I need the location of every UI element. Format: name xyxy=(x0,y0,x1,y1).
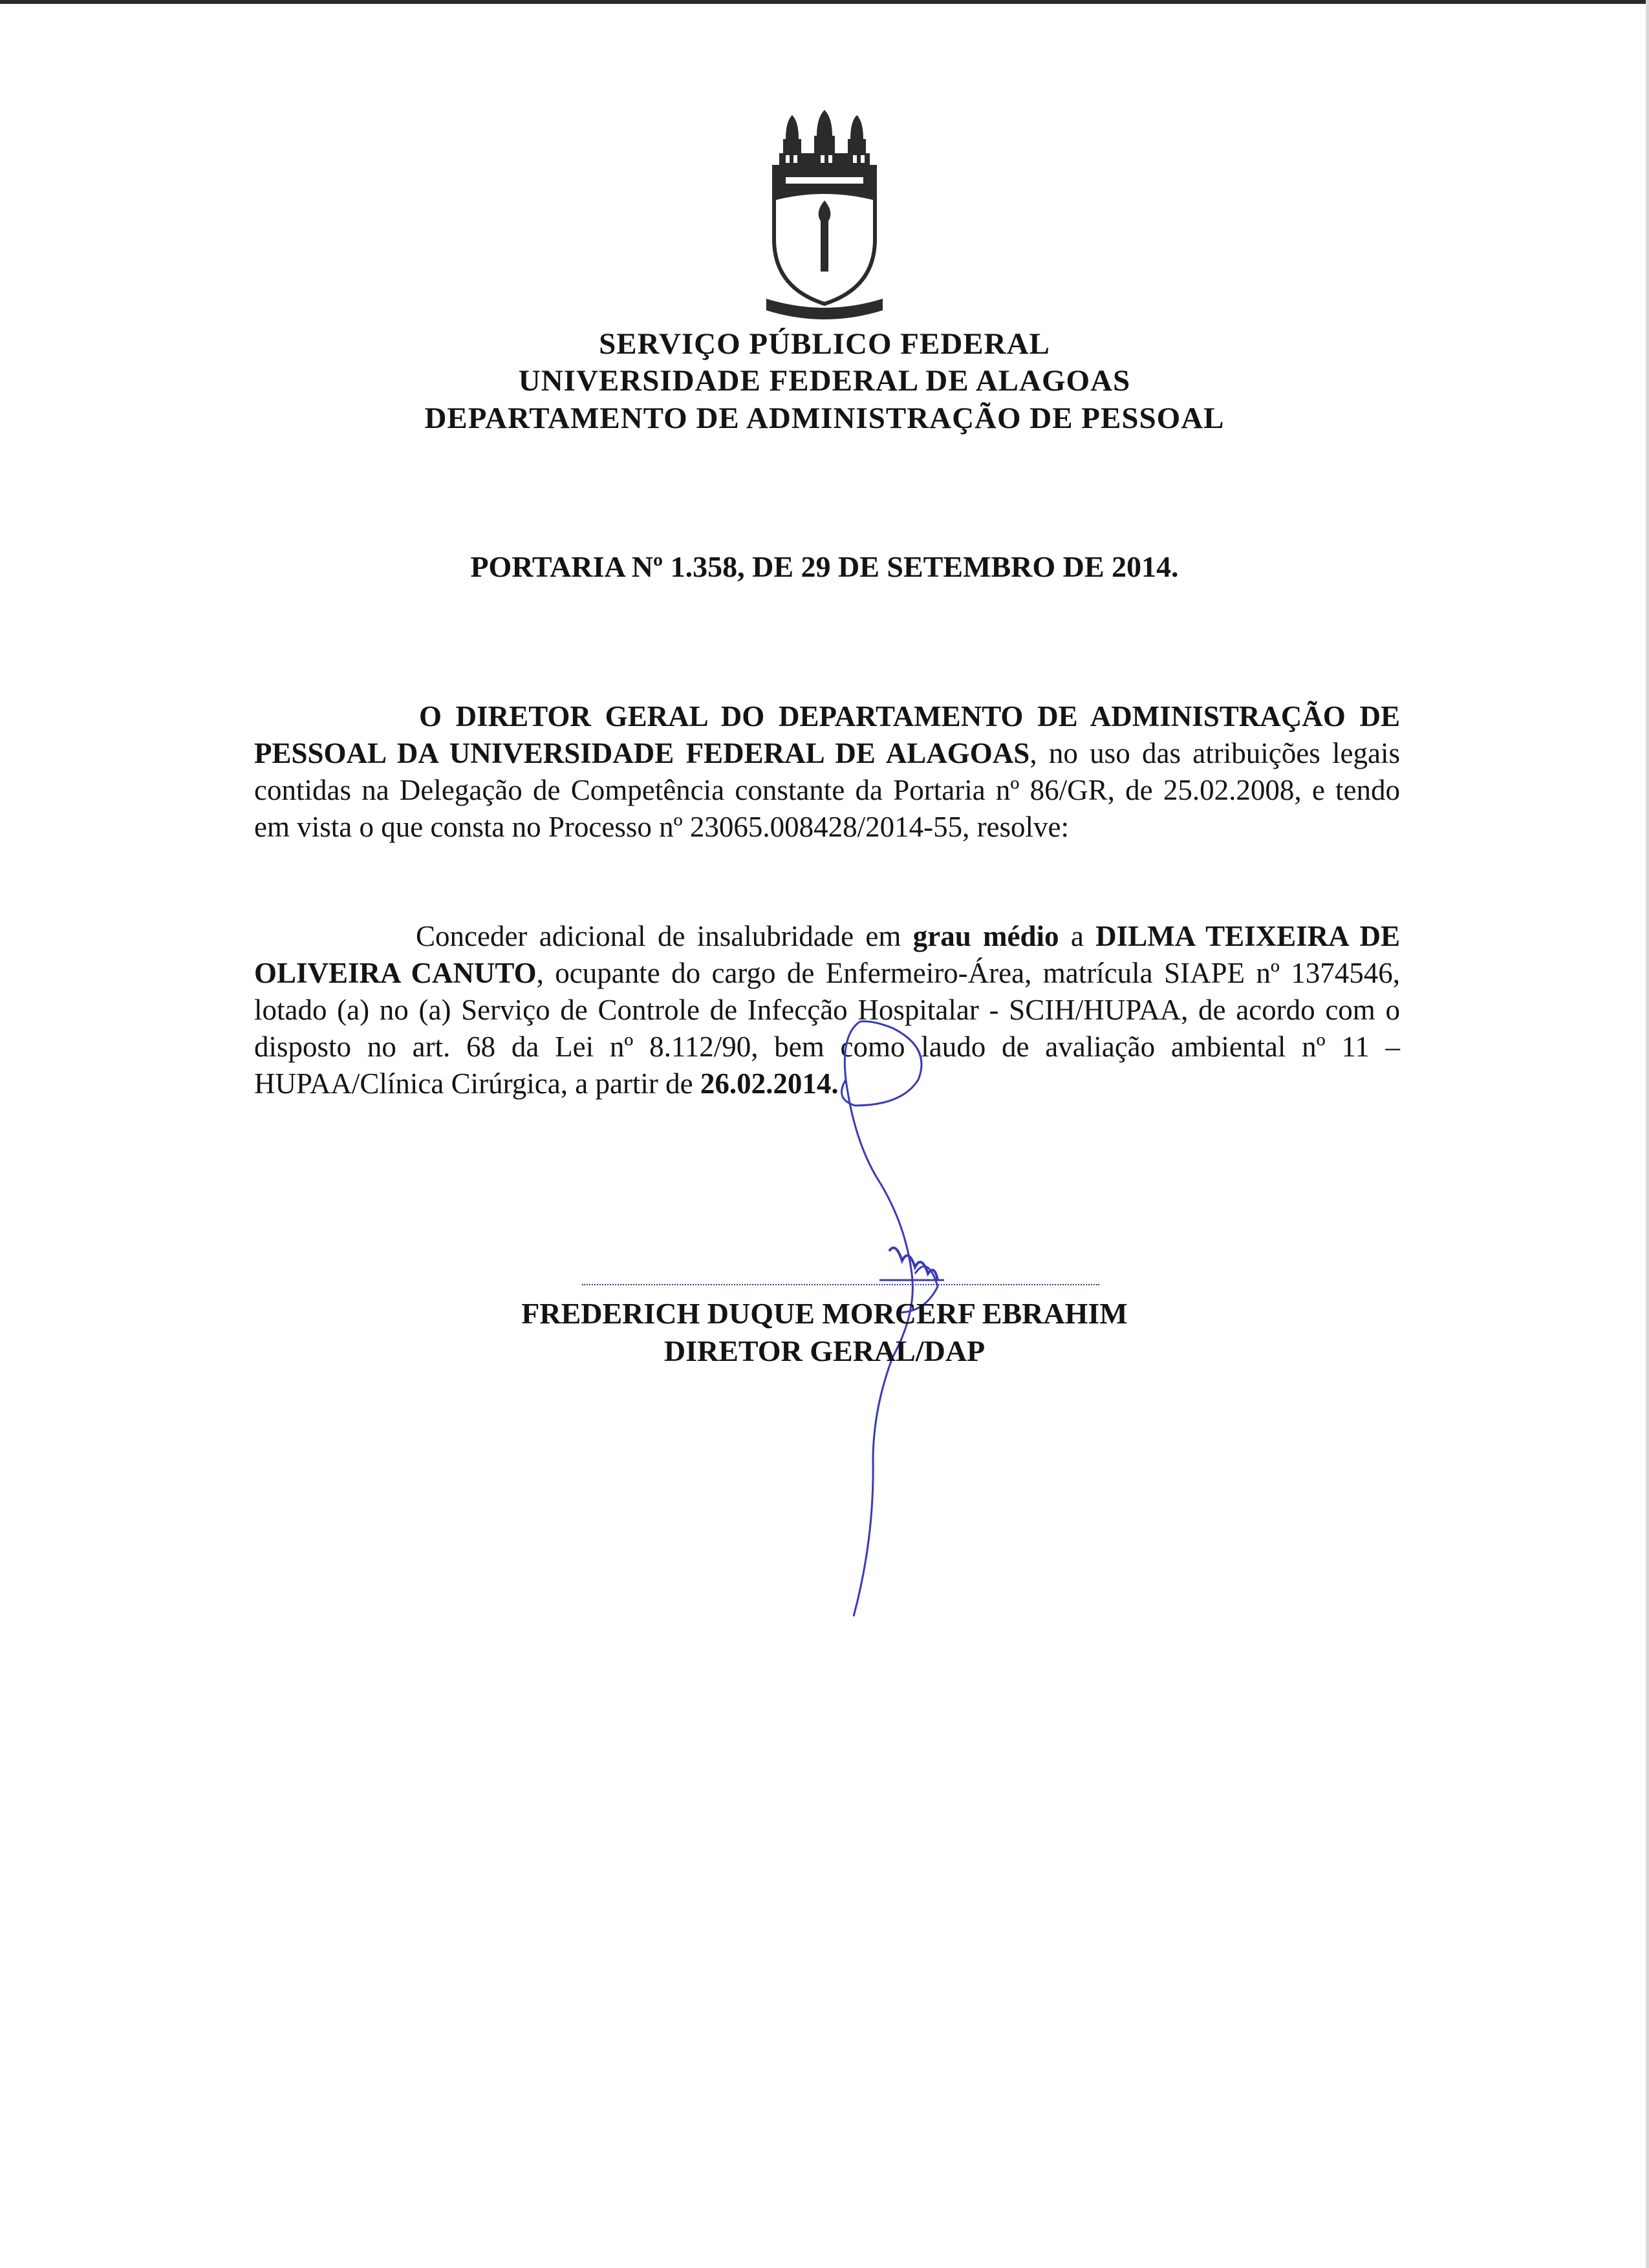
resolution-text-1: Conceder adicional de insalubridade em xyxy=(416,920,913,952)
header-service: SERVIÇO PÚBLICO FEDERAL xyxy=(599,327,1050,361)
preamble-authority: O DIRETOR GERAL DO DEPARTAMENTO DE ADMINISTRAÇÃO DE PESSOAL DA UNIVERSIDADE FEDERAL DE ALAGOAS xyxy=(254,700,1400,769)
header-department: DEPARTAMENTO DE ADMINISTRAÇÃO DE PESSOAL xyxy=(424,401,1225,435)
resolution-start-date: 26.02.2014. xyxy=(700,1067,839,1100)
preamble-text: , no uso das atribuições legais contidas na Delegação de Competência constante da Portaria nº 86/GR, de 25.02.2008, e tendo em vista o que consta no Processo nº 23065.008428/2014-55, resolve: xyxy=(254,737,1400,843)
university-crest-logo xyxy=(760,110,889,323)
resolution-text-3: , ocupante do cargo de Enfermeiro-Área, matrícula SIAPE nº 1374546, lotado (a) no (a) Serviço de Controle de Infecção Hospitalar - SCIH/HUPAA, de acordo com o disposto no art. 68 da Lei nº 8.112/90, bem como laudo de avaliação ambiental nº 11 – HUPAA/Clínica Cirúrgica, a partir de xyxy=(254,957,1400,1100)
resolution-grade: grau médio xyxy=(912,920,1059,952)
signer-role: DIRETOR GERAL/DAP xyxy=(663,1334,986,1367)
scan-edge-top xyxy=(0,0,1649,4)
header-university: UNIVERSIDADE FEDERAL DE ALAGOAS xyxy=(518,364,1131,398)
signer-name: FREDERICH DUQUE MORCERF EBRAHIM xyxy=(521,1297,1128,1330)
ordinance-title: PORTARIA Nº 1.358, DE 29 DE SETEMBRO DE 2014. xyxy=(470,550,1179,583)
preamble-paragraph xyxy=(254,698,1400,846)
resolution-text-2: a xyxy=(1059,920,1096,952)
resolution-employee-name: DILMA TEIXEIRA DE OLIVEIRA CANUTO xyxy=(254,920,1400,989)
